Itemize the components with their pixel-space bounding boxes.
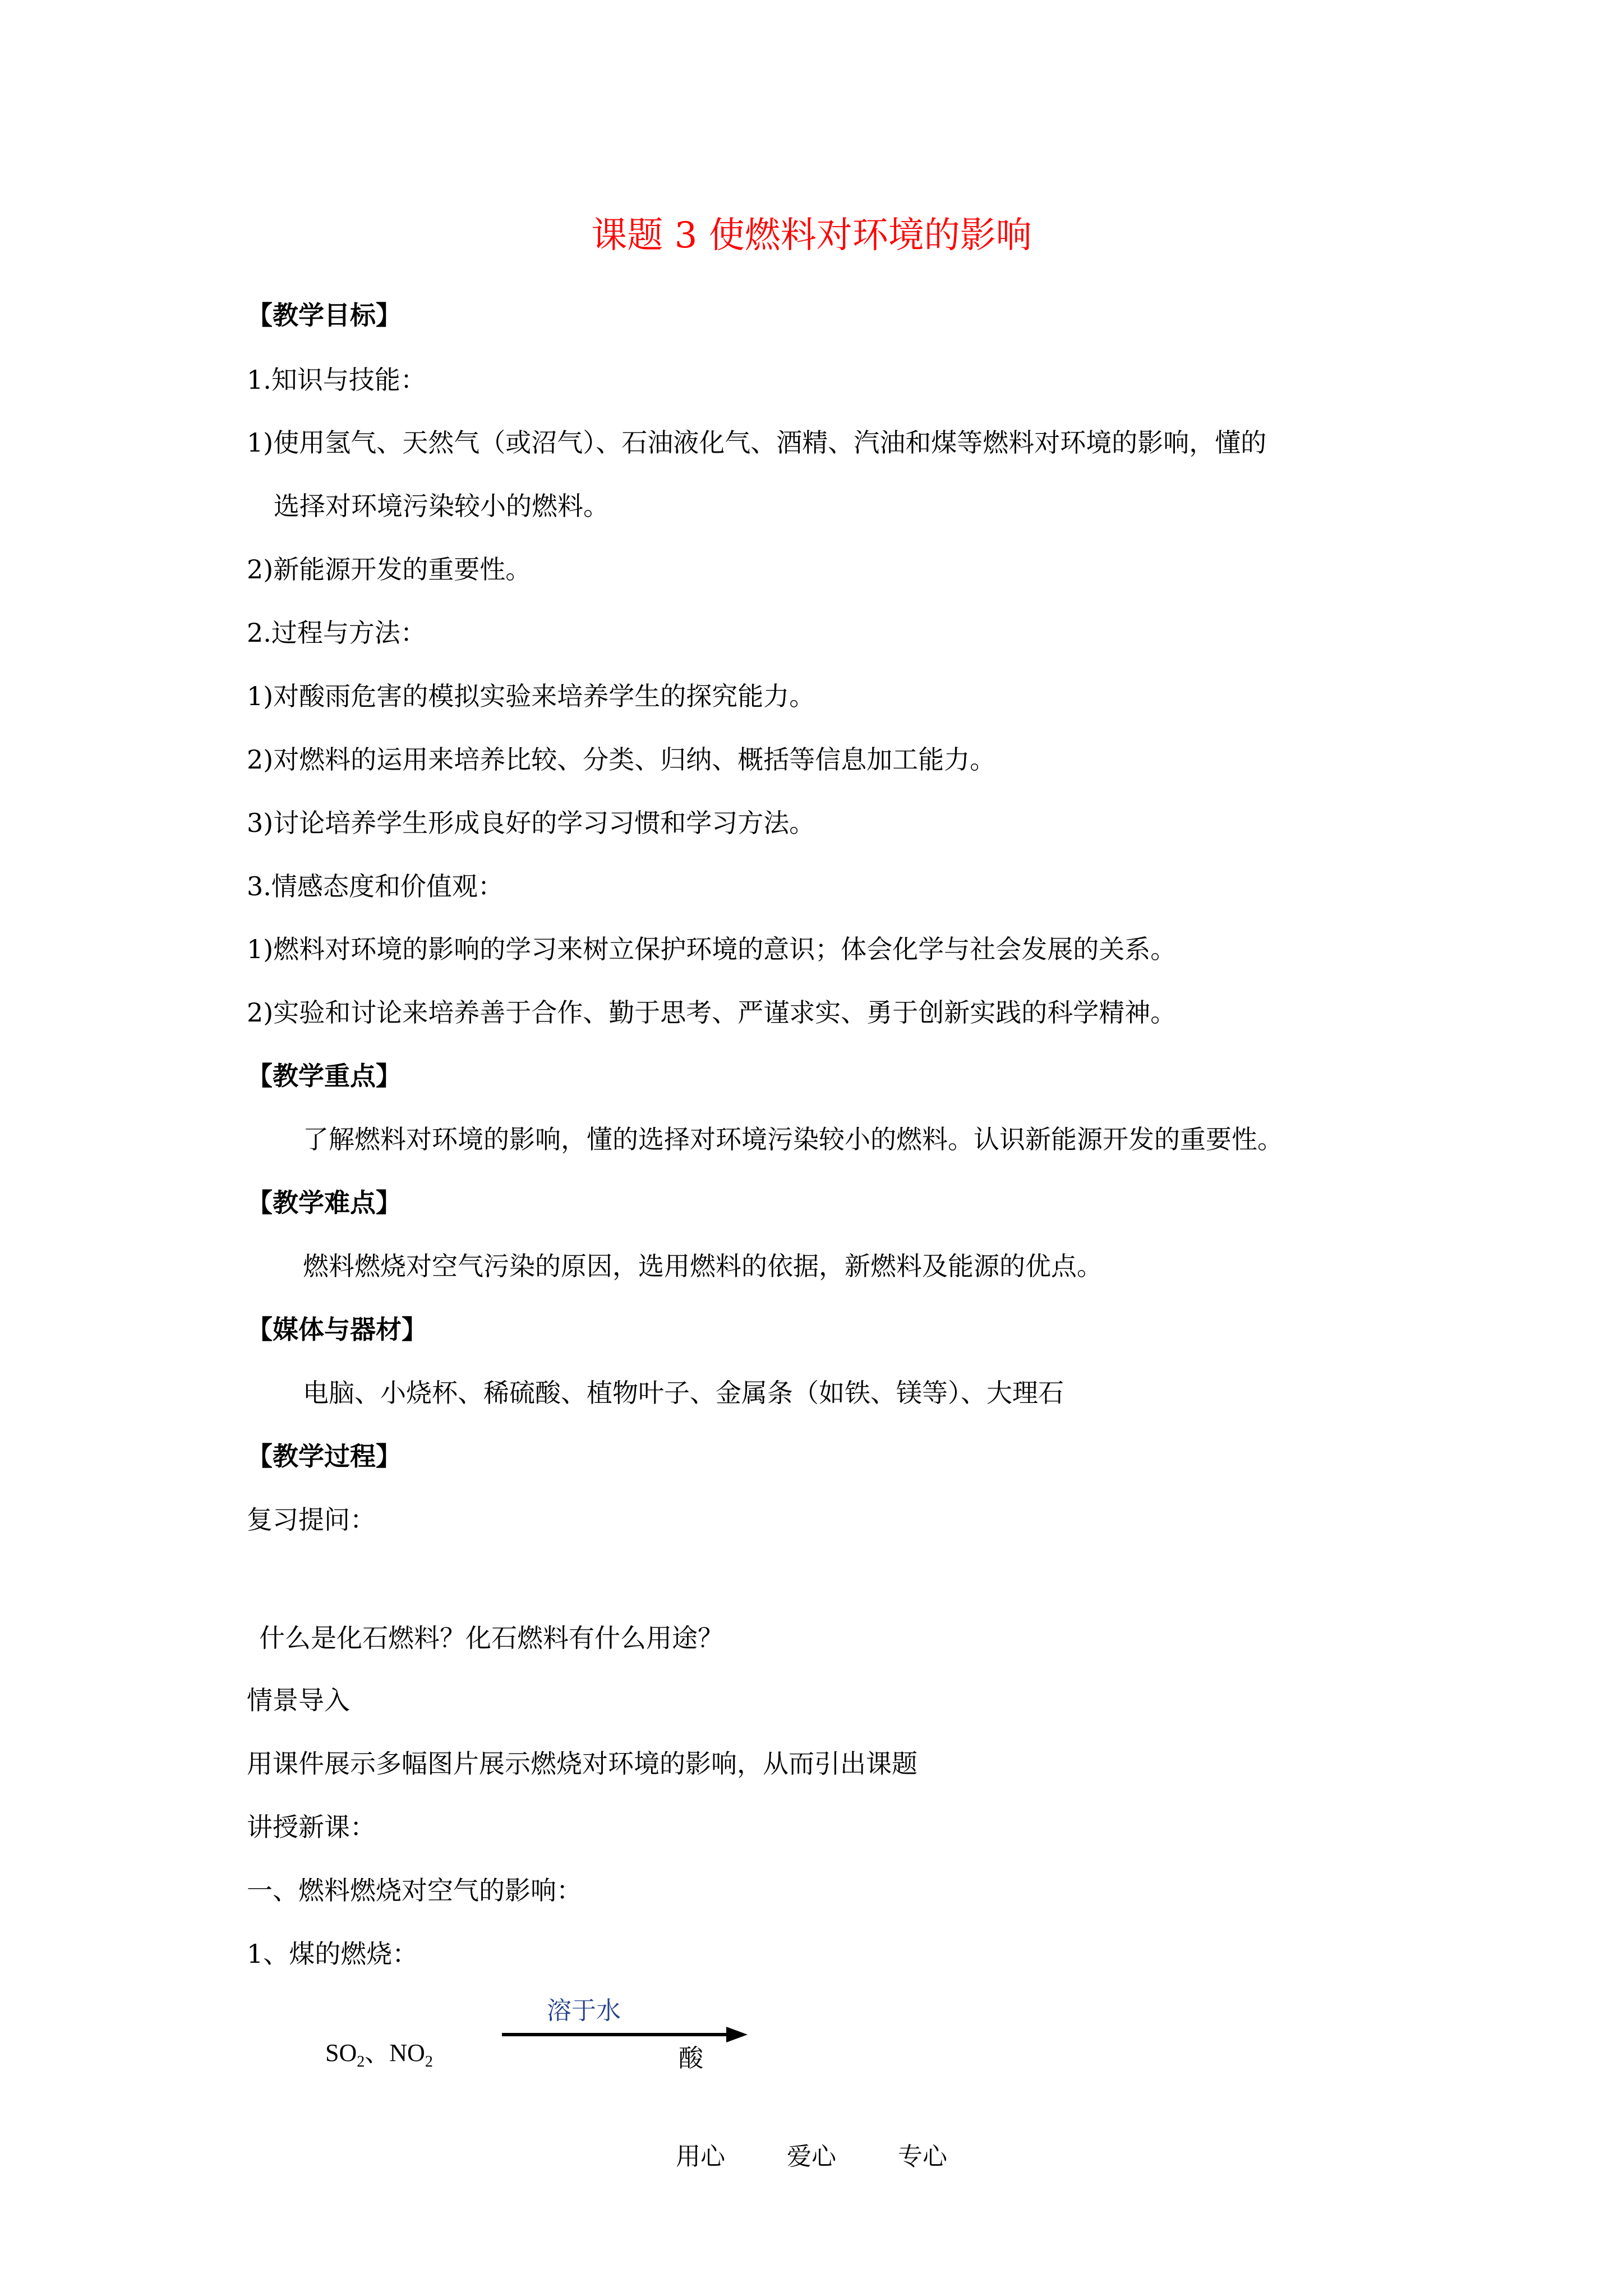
objective-heading-knowledge: 1.知识与技能：	[247, 365, 426, 395]
objective-item: 2)对燃料的运用来培养比较、分类、归纳、概括等信息加工能力。	[247, 744, 996, 775]
materials-text: 电脑、小烧杯、稀硫酸、植物叶子、金属条（如铁、镁等）、大理石	[303, 1378, 1064, 1408]
new-lesson-label: 讲授新课：	[247, 1812, 376, 1842]
objective-item: 2)新能源开发的重要性。	[247, 554, 532, 585]
subsection-heading: 一、燃料燃烧对空气的影响：	[247, 1875, 582, 1906]
review-label: 复习提问：	[247, 1504, 376, 1535]
section-heading-process: 【教学过程】	[247, 1441, 402, 1471]
scene-intro-label: 情景导入	[247, 1685, 350, 1715]
review-question: 什么是化石燃料？化石燃料有什么用途？	[259, 1623, 723, 1653]
objective-heading-attitude: 3.情感态度和价值观：	[247, 871, 504, 901]
objective-item-continuation: 选择对环境污染较小的燃料。	[274, 491, 609, 521]
objective-item: 1)对酸雨危害的模拟实验来培养学生的探究能力。	[247, 681, 815, 711]
reaction-arrow-icon	[502, 2023, 749, 2046]
page-footer	[0, 2140, 1623, 2174]
footer-word: 爱心	[787, 2142, 836, 2171]
reactant-so: SO	[325, 2039, 357, 2067]
reaction-product: 酸	[679, 2044, 703, 2073]
reactant-no-subscript: 2	[425, 2053, 433, 2070]
footer-word: 用心	[676, 2142, 725, 2171]
reaction-condition: 溶于水	[547, 1996, 621, 2025]
section-heading-materials: 【媒体与器材】	[247, 1314, 427, 1345]
objective-heading-process: 2.过程与方法：	[247, 618, 426, 648]
subsection-item: 1、煤的燃烧：	[247, 1939, 418, 1969]
difficulties-text: 燃料燃烧对空气污染的原因，选用燃料的依据，新燃料及能源的优点。	[303, 1251, 1103, 1281]
reactant-separator: 、	[365, 2039, 390, 2067]
reactant-no: NO	[389, 2039, 425, 2067]
objective-item: 1)燃料对环境的影响的学习来树立保护环境的意识；体会化学与社会发展的关系。	[247, 934, 1177, 964]
objective-item: 2)实验和讨论来培养善于合作、勤于思考、严谨求实、勇于创新实践的科学精神。	[247, 997, 1177, 1028]
objective-item: 1)使用氢气、天然气（或沼气）、石油液化气、酒精、汽油和煤等燃料对环境的影响，懂的	[247, 427, 1267, 458]
section-heading-key-points: 【教学重点】	[247, 1061, 402, 1091]
section-heading-difficulties: 【教学难点】	[247, 1188, 402, 1218]
footer-word: 专心	[898, 2142, 947, 2171]
reactant-so-subscript: 2	[357, 2053, 365, 2070]
page-title: 课题 3 使燃料对环境的影响	[591, 215, 1032, 256]
reaction-equation	[325, 1994, 830, 2095]
section-heading-objectives: 【教学目标】	[247, 300, 402, 330]
reactants	[325, 2036, 433, 2079]
objective-item: 3)讨论培养学生形成良好的学习习惯和学习方法。	[247, 808, 815, 838]
key-points-text: 了解燃料对环境的影响，懂的选择对环境污染较小的燃料。认识新能源开发的重要性。	[303, 1124, 1283, 1154]
scene-intro-text: 用课件展示多幅图片展示燃烧对环境的影响，从而引出课题	[247, 1749, 917, 1779]
